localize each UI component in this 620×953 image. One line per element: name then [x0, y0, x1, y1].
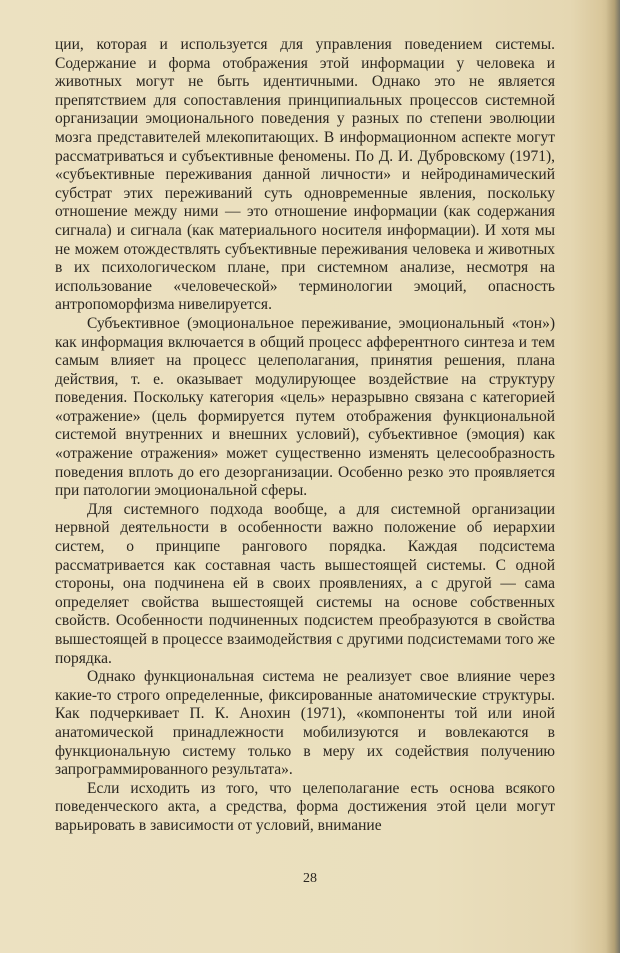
body-text — [55, 36, 555, 836]
page-edge-shadow — [606, 0, 620, 953]
paragraph-5: Если исходить из того, что целеполагание есть основа всякого поведенческого акта, а средства, форма достижения этой цели могут варьировать в зависимости от условий, внимание — [55, 779, 555, 834]
paragraph-4: Однако функциональная система не реализует свое влияние через какие-то строго определенные, фиксированные анатомические структуры. Как подчеркивает П. К. Анохин (1971), «компоненты той или иной анатомической принадлежности мобилизуются и вовлекаются в функциональную систему только в меру их содействия получению запрограммированного результата». — [55, 668, 555, 779]
paragraph-2: Субъективное (эмоциональное переживание, эмоциональный «тон») как информация включается в общий процесс афферентного синтеза и тем самым влияет на процесс целеполагания, принятия решения, плана действия, т. е. оказывает модулирующее воздействие на структуру поведения. Поскольку категория «цель» неразрывно связана с категорией «отражение» (цель формируется путем отображения функциональной системой внутренних и внешних условий), субъективное (эмоция) как «отражение отражения» может существенно изменять целесообразность поведения вплоть до его дезорганизации. Особенно резко это проявляется при патологии эмоциональной сферы. — [55, 314, 555, 500]
page-number: 28 — [303, 871, 317, 886]
paragraph-1: ции, которая и используется для управления поведением системы. Содержание и форма отображения этой информации у человека и животных могут не быть идентичными. Однако это не является препятствием для сопоставления принципиальных процессов системной организации эмоционального поведения у разных по степени эволюции мозга представителей млекопитающих. В информационном аспекте могут рассматриваться и субъективные феномены. По Д. И. Дубровскому (1971), «субъективные переживания данной личности» и нейродинамический субстрат этих переживаний суть одновременные явления, поскольку отношение между ними — это отношение информации (как содержания сигнала) и сигнала (как материального носителя информации). И хотя мы не можем отождествлять субъективные переживания человека и животных в их психологическом плане, при системном анализе, несмотря на использование «человеческой» терминологии эмоций, опасность антропоморфизма нивелируется. — [55, 36, 555, 314]
paragraph-3: Для системного подхода вообще, а для системной организации нервной деятельности в особенности важно положение об иерархии систем, о принципе рангового порядка. Каждая подсистема рассматривается как составная часть вышестоящей системы. С одной стороны, она подчинена ей в своих проявлениях, а с другой — сама определяет свойства вышестоящей системы на основе собственных свойств. Особенности подчиненных подсистем преобразуются в свойства вышестоящей в процессе взаимодействия с другими подсистемами того же порядка. — [55, 500, 555, 667]
